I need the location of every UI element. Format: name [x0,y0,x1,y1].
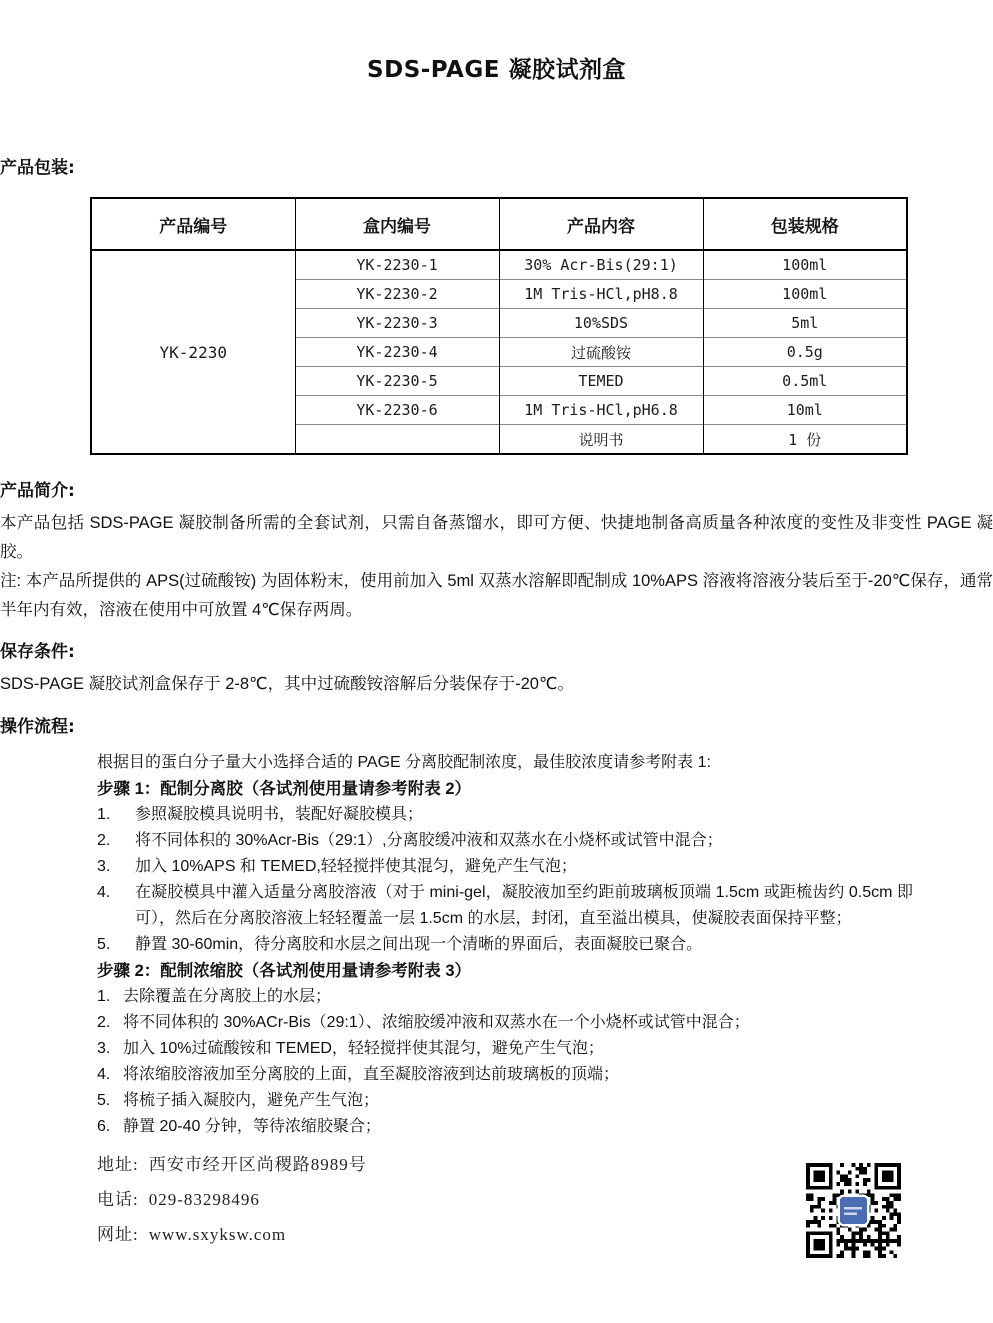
list-item [97,854,913,880]
phone-value: 029-83298496 [148,1190,260,1209]
item-text: 参照凝胶模具说明书，装配好凝胶模具； [135,806,424,823]
spec-cell: 100ml [703,250,907,280]
section-heading-procedure: 操作流程: [0,717,75,737]
list-item [97,880,913,932]
address-value: 西安市经开区尚稷路8989号 [148,1155,367,1174]
spec-cell: 0.5ml [703,367,907,396]
content-cell: 说明书 [499,425,703,455]
content-cell: 过硫酸铵 [499,338,703,367]
item-text: 静置 20-40 分钟，等待浓缩胶聚合； [123,1118,381,1135]
table-header-row [91,198,907,250]
item-text: 去除覆盖在分离胶上的水层； [123,988,332,1005]
table-header-cell: 包装规格 [703,198,907,250]
procedure-intro: 根据目的蛋白分子量大小选择合适的 PAGE 分离胶配制浓度，最佳胶浓度请参考附表 1: [97,754,711,771]
storage-text: SDS-PAGE 凝胶试剂盒保存于 2-8℃，其中过硫酸铵溶解后分装保存于-20℃。 [0,675,574,693]
step1-heading: 步骤 1：配制分离胶（各试剂使用量请参考附表 2） [97,780,472,798]
box-code-cell: YK-2230-3 [295,309,499,338]
list-item [97,1114,913,1140]
item-number: 3. [97,858,111,875]
item-text: 将不同体积的 30%Acr-Bis（29:1）,分离胶缓冲液和双蒸水在小烧杯或试管中混合； [135,832,723,849]
table-header-cell: 盒内编号 [295,198,499,250]
item-number: 1. [97,806,111,823]
intro-paragraph-1: 本产品包括 SDS-PAGE 凝胶制备所需的全套试剂，只需自备蒸馏水，即可方便、快捷地制备高质量各种浓度的变性及非变性 PAGE 凝胶。 [0,514,993,561]
box-code-cell [295,425,499,455]
box-code-cell: YK-2230-4 [295,338,499,367]
list-item [97,1010,913,1036]
address-label: 地址: [97,1155,139,1174]
content-cell: 30% Acr-Bis(29:1) [499,250,703,280]
item-number: 1. [97,988,111,1005]
spec-cell: 1 份 [703,425,907,455]
section-heading-intro: 产品简介: [0,481,75,501]
website-label: 网址: [97,1225,139,1244]
list-item [97,1088,913,1114]
item-number: 4. [97,1066,111,1083]
spec-cell: 100ml [703,280,907,309]
table-header-cell: 产品编号 [91,198,295,250]
spec-cell: 0.5g [703,338,907,367]
item-number: 2. [97,1014,111,1031]
intro-paragraph-2: 注: 本产品所提供的 APS(过硫酸铵) 为固体粉末，使用前加入 5ml 双蒸水溶解即配制成 10%APS 溶液将溶液分装后至于-20℃保存，通常半年内有效，溶液在使用中可放置 4℃保存两周。 [0,572,993,619]
spec-cell: 5ml [703,309,907,338]
item-text: 将浓缩胶溶液加至分离胶的上面，直至凝胶溶液到达前玻璃板的顶端； [123,1066,620,1083]
page-title: SDS-PAGE 凝胶试剂盒 [367,57,626,83]
box-code-cell: YK-2230-2 [295,280,499,309]
list-item [97,1062,913,1088]
list-item [97,828,913,854]
website-value: www.sxyksw.com [148,1225,287,1244]
item-number: 5. [97,1092,111,1109]
table-header-cell: 产品内容 [499,198,703,250]
step1-list [97,802,913,958]
step2-heading: 步骤 2：配制浓缩胶（各试剂使用量请参考附表 3） [97,962,472,980]
phone-label: 电话: [97,1190,139,1209]
list-item [97,932,913,958]
item-text: 静置 30-60min，待分离胶和水层之间出现一个清晰的界面后，表面凝胶已聚合。 [135,936,703,953]
item-number: 6. [97,1118,111,1135]
list-item [97,802,913,828]
item-number: 5. [97,936,111,953]
item-number: 3. [97,1040,111,1057]
content-cell: 1M Tris-HCl,pH6.8 [499,396,703,425]
spec-cell: 10ml [703,396,907,425]
box-code-cell: YK-2230-5 [295,367,499,396]
item-number: 2. [97,832,111,849]
section-heading-storage: 保存条件: [0,642,75,662]
item-text: 将不同体积的 30%ACr-Bis（29:1）、浓缩胶缓冲液和双蒸水在一个小烧杯或试管中混合； [123,1014,750,1031]
packaging-table [90,197,908,455]
list-item [97,984,913,1010]
product-code-cell: YK-2230 [159,342,227,362]
step2-list [97,984,913,1140]
item-number: 4. [97,884,111,901]
box-code-cell: YK-2230-1 [295,250,499,280]
table-row [91,250,907,280]
section-heading-packaging: 产品包装: [0,158,75,178]
item-text: 在凝胶模具中灌入适量分离胶溶液（对于 mini-gel，凝胶液加至约距前玻璃板顶端 1.5cm 或距梳齿约 0.5cm 即可），然后在分离胶溶液上轻轻覆盖一层 1.5cm 的水层，封闭，直至溢出模具，使凝胶表面保持平整； [135,884,913,927]
box-code-cell: YK-2230-6 [295,396,499,425]
wechat-qr-code [806,1163,901,1258]
item-text: 加入 10%APS 和 TEMED,轻轻搅拌使其混匀，避免产生气泡； [135,858,577,875]
item-text: 加入 10%过硫酸铵和 TEMED，轻轻搅拌使其混匀，避免产生气泡； [123,1040,604,1057]
content-cell: TEMED [499,367,703,396]
list-item [97,1036,913,1062]
content-cell: 1M Tris-HCl,pH8.8 [499,280,703,309]
content-cell: 10%SDS [499,309,703,338]
item-text: 将梳子插入凝胶内，避免产生气泡； [123,1092,380,1109]
